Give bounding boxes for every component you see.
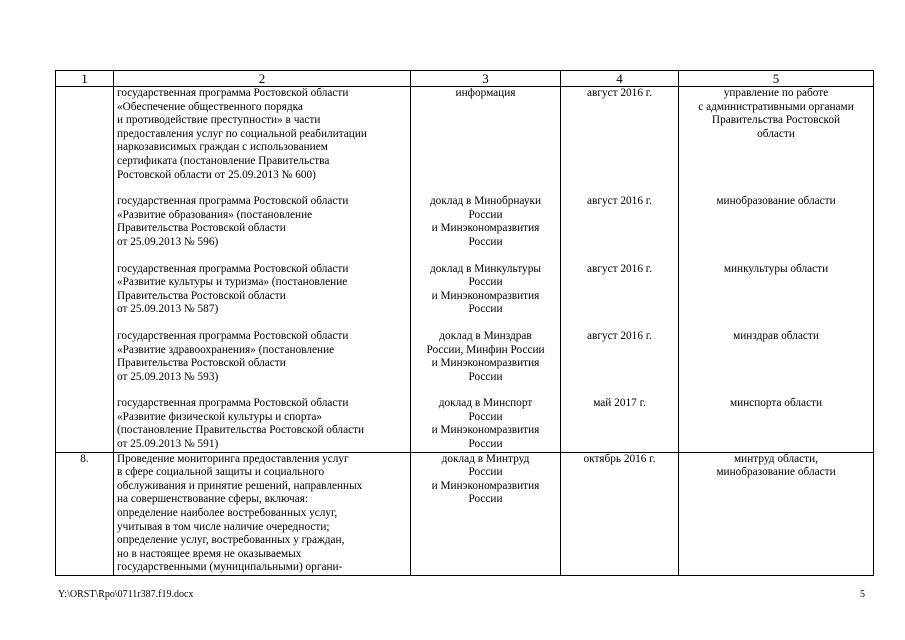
row-number <box>56 87 114 183</box>
deadline: август 2016 г. <box>561 330 679 384</box>
header-col-5: 5 <box>679 71 874 87</box>
deadline: август 2016 г. <box>561 195 679 249</box>
responsible: минспорта области <box>679 397 874 452</box>
responsible: минкультуры области <box>679 263 874 317</box>
page-number: 5 <box>860 589 865 600</box>
row-number <box>56 195 114 249</box>
responsible: минобразование области <box>679 195 874 249</box>
header-col-3: 3 <box>411 71 561 87</box>
table-row <box>56 397 874 452</box>
report-form: доклад в Минкультуры России и Минэкономразвития России <box>411 263 561 317</box>
program-description: государственная программа Ростовской области «Развитие физической культуры и спорта» (постановление Правительства Ростовской области от 25.09.2013 № 591) <box>114 397 411 452</box>
header-col-2: 2 <box>114 71 411 87</box>
responsible: управление по работе с административными органами Правительства Ростовской области <box>679 87 874 183</box>
header-row <box>56 71 874 87</box>
report-form: доклад в Минтруд России и Минэкономразвития России <box>411 452 561 575</box>
responsible: минтруд области, минобразование области <box>679 452 874 575</box>
program-description: государственная программа Ростовской области «Развитие здравоохранения» (постановление Правительства Ростовской области от 25.09.2013 № 593) <box>114 330 411 384</box>
deadline: май 2017 г. <box>561 397 679 452</box>
table-row-8 <box>56 452 874 575</box>
table-row <box>56 87 874 183</box>
report-form: доклад в Минобрнауки России и Минэкономразвития России <box>411 195 561 249</box>
spacer-row <box>56 182 874 195</box>
footer-file-path: Y:\ORST\Rpo\0711r387.f19.docx <box>58 589 194 600</box>
deadline: октябрь 2016 г. <box>561 452 679 575</box>
responsible: минздрав области <box>679 330 874 384</box>
row-number: 8. <box>56 452 114 575</box>
spacer-row <box>56 384 874 397</box>
row-number <box>56 263 114 317</box>
deadline: август 2016 г. <box>561 263 679 317</box>
deadline: август 2016 г. <box>561 87 679 183</box>
report-form: доклад в Минздрав России, Минфин России и Минэкономразвития России <box>411 330 561 384</box>
table-row <box>56 195 874 249</box>
report-form: доклад в Минспорт России и Минэкономразвития России <box>411 397 561 452</box>
header-col-1: 1 <box>56 71 114 87</box>
spacer-row <box>56 250 874 263</box>
report-form: информация <box>411 87 561 183</box>
item-description: Проведение мониторинга предоставления услуг в сфере социальной защиты и социального обслуживания и принятие решений, направленных на совершенствование сферы, включая: определение наиболее востребованных услуг, учитывая в том числе наличие очередности; определение услуг, востребованных у граждан, но в настоящее время не оказываемых государственными (муниципальными) органи- <box>114 452 411 575</box>
document-table <box>55 70 874 576</box>
row-number <box>56 397 114 452</box>
program-description: государственная программа Ростовской области «Развитие культуры и туризма» (постановление Правительства Ростовской области от 25.09.2013 № 587) <box>114 263 411 317</box>
program-description: государственная программа Ростовской области «Развитие образования» (постановление Правительства Ростовской области от 25.09.2013 № 596) <box>114 195 411 249</box>
spacer-row <box>56 317 874 330</box>
table-row <box>56 330 874 384</box>
table-row <box>56 263 874 317</box>
header-col-4: 4 <box>561 71 679 87</box>
row-number <box>56 330 114 384</box>
program-description: государственная программа Ростовской области «Обеспечение общественного порядка и противодействие преступности» в части предоставления услуг по социальной реабилитации наркозависимых граждан с использованием сертификата (постановление Правительства Ростовской области от 25.09.2013 № 600) <box>114 87 411 183</box>
